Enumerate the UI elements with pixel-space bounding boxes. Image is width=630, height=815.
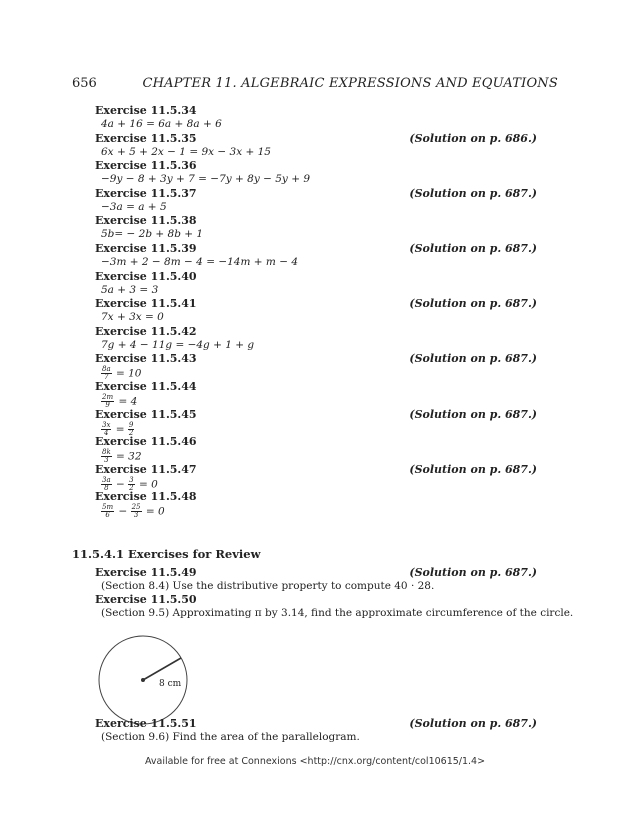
solution-link[interactable]: (Solution on p. 687.) <box>409 352 537 366</box>
page-number: 656 <box>72 76 97 91</box>
denominator: 4 <box>103 428 109 437</box>
operator: = <box>115 423 125 436</box>
exercise-title: Exercise 11.5.49 <box>95 566 197 579</box>
solution-link[interactable]: (Solution on p. 687.) <box>409 241 537 255</box>
exercise-item <box>95 159 537 187</box>
numerator: 8k <box>102 448 111 457</box>
exercise-item <box>95 187 537 215</box>
equation-rest: = 10 <box>115 367 142 380</box>
exercise-equation: 6x + 5 + 2x − 1 = 9x − 3x + 15 <box>101 145 271 158</box>
exercise-text: (Section 8.4) Use the distributive property to compute 40 · 28. <box>101 580 435 592</box>
equation-rest: = 0 <box>138 478 158 491</box>
circle-radius-label: 8 cm <box>159 679 182 689</box>
operator: − <box>115 478 125 491</box>
exercise-title: Exercise 11.5.40 <box>95 269 197 283</box>
exercise-text: (Section 9.5) Approximating π by 3.14, find the approximate circumference of the circle. <box>101 607 574 619</box>
exercise-equation: −3a = a + 5 <box>101 200 167 213</box>
exercise-item <box>95 490 537 518</box>
exercise-item <box>95 380 537 408</box>
solution-link[interactable]: (Solution on p. 686.) <box>409 131 537 145</box>
exercise-list <box>95 104 537 518</box>
exercise-title: Exercise 11.5.38 <box>95 214 197 228</box>
exercise-equation: −3m + 2 − 8m − 4 = −14m + m − 4 <box>101 255 299 268</box>
exercise-title: Exercise 11.5.50 <box>95 593 197 606</box>
operator: − <box>118 505 128 518</box>
exercise-equation: 5b= − 2b + 8b + 1 <box>101 228 204 241</box>
denominator: 2 <box>128 428 134 437</box>
exercise-title: Exercise 11.5.41 <box>95 297 197 311</box>
numerator: 8a <box>102 365 111 374</box>
exercise-item <box>95 242 537 270</box>
exercise-item <box>95 297 537 325</box>
numerator: 3 <box>129 475 134 484</box>
exercise-title: Exercise 11.5.35 <box>95 131 197 145</box>
exercise-title: Exercise 11.5.34 <box>95 104 197 117</box>
exercise-equation: 7g + 4 − 11g = −4g + 1 + g <box>101 338 255 351</box>
exercise-item <box>95 270 537 298</box>
denominator: 7 <box>104 373 109 382</box>
exercise-item <box>95 717 537 744</box>
numerator: 25 <box>131 503 141 512</box>
denominator: 3 <box>104 456 109 465</box>
exercise-item <box>95 463 537 491</box>
solution-link[interactable]: (Solution on p. 687.) <box>409 407 537 421</box>
exercise-item <box>95 566 537 593</box>
exercise-item <box>95 325 537 353</box>
exercise-equation: 4a + 16 = 6a + 8a + 6 <box>101 118 222 130</box>
exercise-item <box>95 435 537 463</box>
exercise-equation: 5a + 3 = 3 <box>101 283 159 296</box>
denominator: 8 <box>104 483 109 492</box>
exercise-title: Exercise 11.5.43 <box>95 352 197 366</box>
exercise-equation: 7x + 3x = 0 <box>101 311 164 324</box>
denominator: 9 <box>105 400 110 409</box>
exercise-title: Exercise 11.5.37 <box>95 186 197 200</box>
solution-link[interactable]: (Solution on p. 687.) <box>409 186 537 200</box>
exercise-equation <box>95 504 537 519</box>
circle-radius-line <box>143 658 181 680</box>
numerator: 3a <box>102 475 111 484</box>
denominator: 6 <box>105 511 110 520</box>
exercise-title: Exercise 11.5.36 <box>95 159 197 173</box>
exercise-equation: −9y − 8 + 3y + 7 = −7y + 8y − 5y + 9 <box>101 173 311 186</box>
exercise-title: Exercise 11.5.48 <box>95 490 197 504</box>
exercise-item <box>95 352 537 380</box>
running-head: CHAPTER 11. ALGEBRAIC EXPRESSIONS AND EQUATIONS <box>142 76 558 91</box>
numerator: 5m <box>102 503 114 512</box>
exercise-title: Exercise 11.5.44 <box>95 379 197 393</box>
numerator: 2m <box>102 392 114 401</box>
exercise-title: Exercise 11.5.51 <box>95 717 197 730</box>
fraction <box>101 504 114 519</box>
review-exercises <box>95 566 574 620</box>
equation-rest: = 0 <box>145 505 165 518</box>
exercise-title: Exercise 11.5.39 <box>95 241 197 255</box>
solution-link[interactable]: (Solution on p. 687.) <box>409 297 537 311</box>
exercise-title: Exercise 11.5.46 <box>95 435 197 449</box>
exercise-title: Exercise 11.5.47 <box>95 462 197 476</box>
solution-link[interactable]: (Solution on p. 687.) <box>409 462 537 476</box>
numerator: 3x <box>102 420 111 429</box>
solution-link[interactable]: (Solution on p. 687.) <box>409 717 537 730</box>
exercise-item <box>95 104 537 132</box>
fraction <box>131 504 142 519</box>
exercise-item <box>95 593 574 620</box>
footer-availability: Available for free at Connexions <http://cnx.org/content/col10615/1.4> <box>144 756 486 767</box>
equation-rest: = 32 <box>116 450 142 463</box>
exercise-item <box>95 132 537 160</box>
section-heading: 11.5.4.1 Exercises for Review <box>72 547 261 561</box>
exercise-title: Exercise 11.5.45 <box>95 407 197 421</box>
denominator: 2 <box>129 483 134 492</box>
exercise-text: (Section 9.6) Find the area of the parallelogram. <box>101 731 360 743</box>
exercise-item <box>95 408 537 436</box>
equation-rest: = 4 <box>118 395 138 408</box>
solution-link[interactable]: (Solution on p. 687.) <box>409 566 537 579</box>
denominator: 3 <box>133 511 139 520</box>
numerator: 9 <box>128 420 134 429</box>
exercise-item <box>95 214 537 242</box>
exercise-title: Exercise 11.5.42 <box>95 324 197 338</box>
